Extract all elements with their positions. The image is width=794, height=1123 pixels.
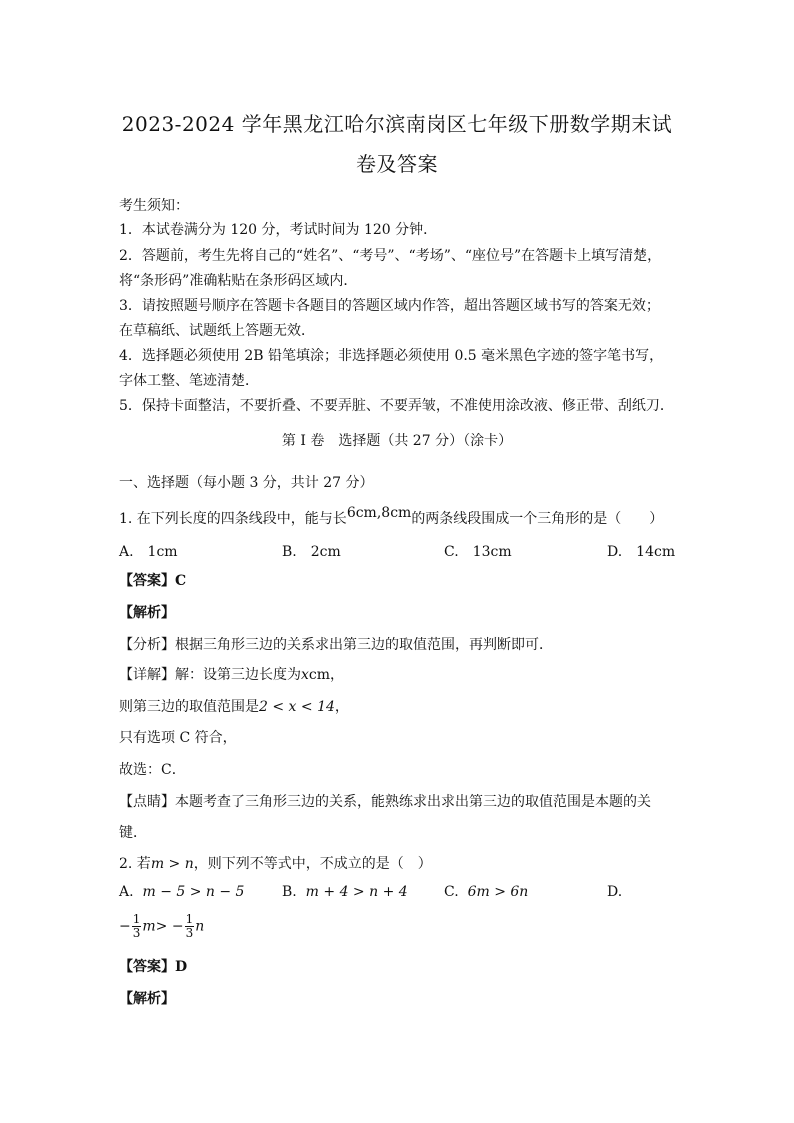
fraction-denominator: 3 — [132, 926, 141, 940]
notice-item: 4．选择题必须使用 2B 铅笔填涂；非选择题必须使用 0.5 毫米黑色字迹的签字笔书写， — [119, 348, 664, 364]
fraction-denominator: 3 — [185, 926, 194, 940]
q1-option-c: C. 13cm — [444, 544, 512, 560]
question-2-stem — [119, 853, 432, 873]
q1-detail-text: 【详解】解：设第三边长度为 — [119, 667, 301, 683]
q2-option-b — [282, 884, 408, 900]
fraction-numerator: 1 — [132, 912, 141, 926]
q1-range-end: ， — [334, 699, 349, 715]
q2-stem-text-end: ，则下列不等式中，不成立的是（ ） — [193, 856, 432, 872]
q1-answer: 【答案】C — [119, 573, 187, 589]
q2-option-a — [119, 884, 244, 900]
q1-detail-unit: cm， — [308, 667, 345, 683]
q1-option-a: A. 1cm — [119, 544, 178, 560]
q2-option-c — [444, 884, 528, 900]
q2-option-d-gt: > − — [155, 918, 184, 935]
q1-fenxi: 【分析】根据三角形三边的关系求出第三边的取值范围，再判断即可． — [119, 637, 553, 653]
q1-choose: 故选：C． — [119, 762, 186, 778]
q2-stem-text: 2. 若 — [119, 856, 151, 872]
notice-item: 在草稿纸、试题纸上答题无效． — [119, 323, 315, 339]
q2-option-c-math: 6m > 6n — [467, 884, 529, 900]
section-heading: 一、选择题（每小题 3 分，共计 27 分） — [119, 475, 374, 491]
q2-option-d-var-m: m — [142, 918, 156, 935]
doc-title-line2: 卷及答案 — [356, 152, 438, 176]
q1-range-math: 2 < x < 14 — [259, 699, 335, 715]
question-1-stem — [119, 505, 664, 528]
q2-option-b-label: B. — [282, 884, 297, 900]
doc-title-line1: 2023-2024 学年黑龙江哈尔滨南岗区七年级下册数学期末试 — [121, 112, 673, 136]
q1-stem-math: 6cm,8cm — [346, 505, 412, 521]
q2-option-d-math — [119, 913, 204, 940]
q2-option-d-var-n: n — [195, 918, 205, 935]
q1-range — [119, 696, 349, 716]
q2-analysis-label: 【解析】 — [119, 991, 175, 1007]
notice-item: 5．保持卡面整洁，不要折叠、不要弄脏、不要弄皱，不准使用涂改液、修正带、刮纸刀． — [119, 398, 674, 414]
q2-option-d-fraction — [132, 913, 142, 940]
notice-item: 3．请按照题号顺序在答题卡各题目的答题区域内作答，超出答题区域书写的答案无效； — [119, 298, 660, 314]
q1-option-d: D. 14cm — [607, 544, 676, 560]
notice-item: 将“条形码”准确粘贴在条形码区域内． — [119, 273, 358, 289]
notice-item: 1．本试卷满分为 120 分，考试时间为 120 分钟． — [119, 222, 438, 238]
q1-range-text: 则第三边的取值范围是 — [119, 699, 259, 715]
q2-option-d-neg: − — [119, 918, 131, 935]
q2-answer: 【答案】D — [119, 959, 188, 975]
notice-item: 2．答题前，考生先将自己的“姓名”、“考号”、“考场”、“座位号”在答题卡上填写清楚， — [119, 248, 662, 264]
q1-comment-2: 键． — [119, 825, 147, 841]
part-title: 第 I 卷 选择题（共 27 分）（涂卡） — [281, 433, 513, 449]
q1-stem-text-end: 的两条线段围成一个三角形的是（ ） — [411, 511, 664, 527]
q2-stem-math: m > n — [150, 856, 194, 872]
notice-heading: 考生须知： — [119, 198, 189, 214]
q2-option-b-math: m + 4 > n + 4 — [305, 884, 408, 900]
notice-item: 字体工整、笔迹清楚． — [119, 373, 259, 389]
q2-option-d-label: D. — [607, 884, 623, 900]
q2-option-a-math: m − 5 > n − 5 — [142, 884, 245, 900]
fraction-numerator: 1 — [185, 912, 194, 926]
q1-only: 只有选项 C 符合， — [119, 730, 237, 746]
q1-detail-var: x — [301, 667, 309, 683]
q1-stem-text: 1. 在下列长度的四条线段中，能与长 — [119, 511, 347, 527]
q2-option-c-label: C. — [444, 884, 459, 900]
q1-detail — [119, 664, 344, 684]
q2-option-a-label: A. — [119, 884, 134, 900]
q2-option-d-fraction-2 — [185, 913, 195, 940]
q1-analysis-label: 【解析】 — [119, 605, 175, 621]
q1-option-b: B. 2cm — [282, 544, 341, 560]
q1-comment-1: 【点睛】本题考查了三角形三边的关系，能熟练求出求出第三边的取值范围是本题的关 — [119, 794, 651, 810]
